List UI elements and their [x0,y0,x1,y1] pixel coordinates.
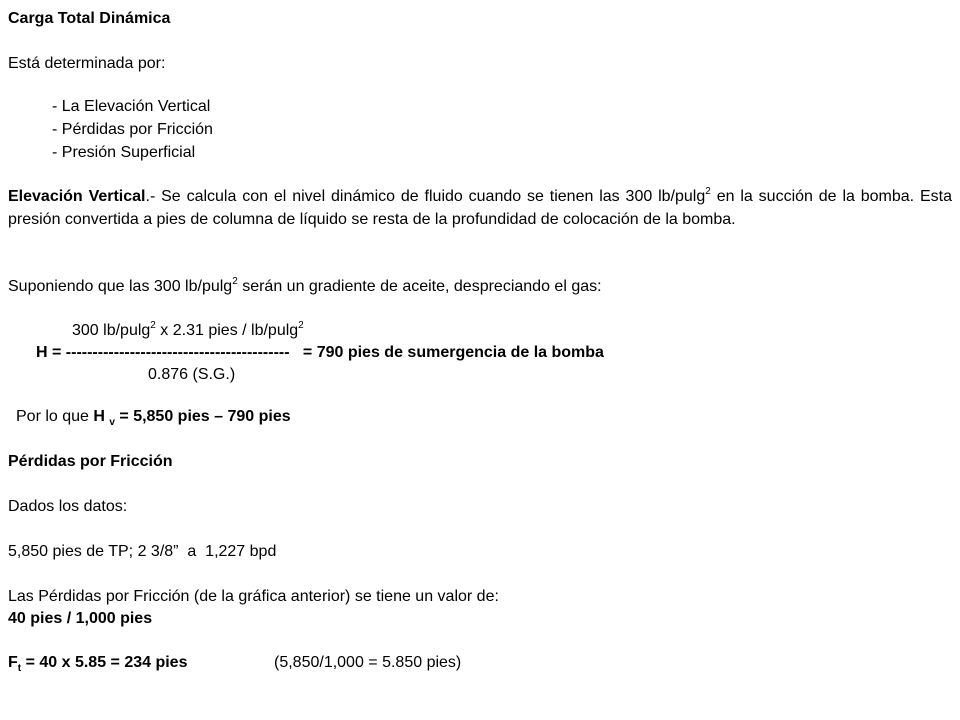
chart-reference-line: Las Pérdidas por Fricción (de la gráfica anterior) se tiene un valor de: [8,588,499,605]
elevation-paragraph [8,185,952,231]
formula-num-sup2: 2 [298,319,304,331]
formula-numerator [72,320,304,342]
formula-main-line: H = ------------------------------------------ = 790 pies de sumergencia de la bomba [36,344,604,361]
pipe-data-line: 5,850 pies de TP; 2 3/8” a 1,227 bpd [8,543,277,560]
friction-heading: Pérdidas por Fricción [8,453,173,470]
formula-denominator: 0.876 (S.G.) [148,366,236,383]
elevation-superscript: 2 [705,185,711,197]
result-line [16,406,291,428]
suppose-text-a: Suponiendo que las 300 lb/pulg [8,278,233,295]
result-h: H [93,408,110,425]
ft-equation: = 40 x 5.85 = 234 pies [21,654,188,671]
factor-item-pressure: - Presión Superficial [52,144,196,161]
ft-equation-line [8,652,187,674]
ft-symbol: F [8,654,18,671]
ft-note: (5,850/1,000 = 5.850 pies) [274,654,462,671]
elevation-text-b: en la succión de la bomba. Esta presión convertida a pies de columna de líquido se resta de la profundidad de colocación de la bomba. [8,188,953,228]
suppose-superscript: 2 [232,275,238,287]
formula-num-sup1: 2 [150,319,156,331]
ft-subscript: t [17,663,22,675]
formula-num-b: x 2.31 pies / lb/pulg [155,322,299,339]
factor-item-friction: - Pérdidas por Fricción [52,121,213,138]
intro-text: Está determinada por: [8,55,166,72]
friction-value: 40 pies / 1,000 pies [8,610,153,627]
result-prefix: Por lo que [16,408,94,425]
elevation-text-a: .- Se calcula con el nivel dinámico de fluido cuando se tienen las 300 lb/pulg [145,188,706,205]
suppose-line [8,276,602,298]
given-data-label: Dados los datos: [8,498,128,515]
result-equation: = 5,850 pies – 790 pies [114,408,291,425]
suppose-text-b: serán un gradiente de aceite, despreciando el gas: [237,278,602,295]
factor-item-elevation: - La Elevación Vertical [52,98,211,115]
result-subscript: v [109,417,115,429]
page-title: Carga Total Dinámica [8,10,171,27]
elevation-heading: Elevación Vertical [8,188,146,205]
formula-num-a: 300 lb/pulg [72,322,151,339]
